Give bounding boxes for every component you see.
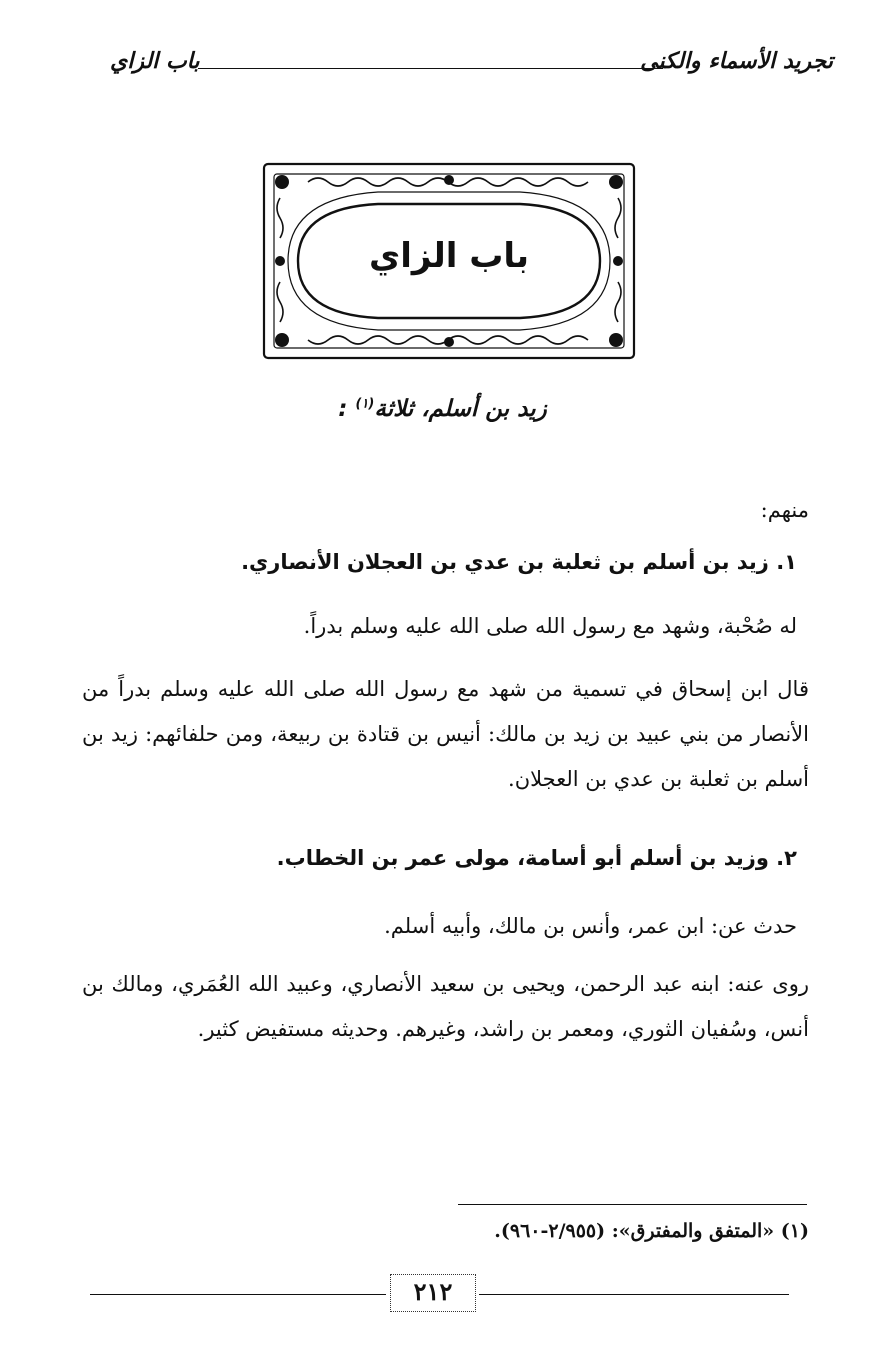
footnote: (١) «المتفق والمفترق»: (٢/٩٥٥-٩٦٠). bbox=[494, 1220, 809, 1242]
entry-1-heading: ١. زيد بن أسلم بن ثعلبة بن عدي بن العجلان الأنصاري. bbox=[241, 550, 797, 574]
entry-heading-colon: : bbox=[338, 396, 348, 422]
intro-text: منهم: bbox=[760, 498, 809, 522]
intro-line bbox=[82, 488, 809, 533]
footnote-rule bbox=[458, 1204, 807, 1205]
entry-2-heading: ٢. وزيد بن أسلم أبو أسامة، مولى عمر بن الخطاب. bbox=[276, 846, 797, 870]
entry-1-heading-block bbox=[82, 542, 797, 582]
page-number-area bbox=[90, 1272, 789, 1312]
entry-2-paragraph-1: حدث عن: ابن عمر، وأنس بن مالك، وأبيه أسلم. bbox=[384, 914, 797, 938]
page-number-rule-right bbox=[479, 1294, 789, 1295]
header-book-title: تجريد الأسماء والكنى bbox=[640, 48, 833, 74]
entry-2-para-1-block bbox=[82, 904, 797, 949]
entry-2-para-2-block bbox=[82, 962, 809, 1052]
entry-2-paragraph-2: روى عنه: ابنه عبد الرحمن، ويحيى بن سعيد الأنصاري، وعبيد الله العُمَري، ومالك بن أنس، وسُفيان الثوري، ومعمر بن راشد، وغيرهم. وحديثه مستفيض كثير. bbox=[82, 972, 809, 1041]
entry-1-para-1-block bbox=[82, 604, 797, 649]
entry-heading bbox=[0, 396, 885, 422]
entry-2-heading-block bbox=[82, 838, 797, 878]
header-chapter: باب الزاي bbox=[110, 48, 200, 74]
entry-1-para-2-block bbox=[82, 667, 809, 802]
entry-1-paragraph-2: قال ابن إسحاق في تسمية من شهد مع رسول الله صلى الله عليه وسلم بدراً من الأنصار من بني عبيد بن زيد بن مالك: أنيس بن قتادة بن ربيعة، ومن حلفائهم: زيد بن أسلم بن ثعلبة بن عدي بن العجلان. bbox=[82, 677, 809, 791]
running-header bbox=[110, 44, 833, 84]
entry-1-paragraph-1: له صُحْبة، وشهد مع رسول الله صلى الله عليه وسلم بدراً. bbox=[303, 614, 797, 638]
chapter-title: باب الزاي bbox=[369, 236, 529, 276]
footnote-marker: (١) bbox=[355, 396, 375, 412]
page-number: ٢١٢ bbox=[390, 1274, 476, 1312]
header-rule bbox=[198, 68, 663, 69]
page-number-rule-left bbox=[90, 1294, 386, 1295]
entry-heading-text: زيد بن أسلم، ثلاثة bbox=[374, 396, 547, 422]
